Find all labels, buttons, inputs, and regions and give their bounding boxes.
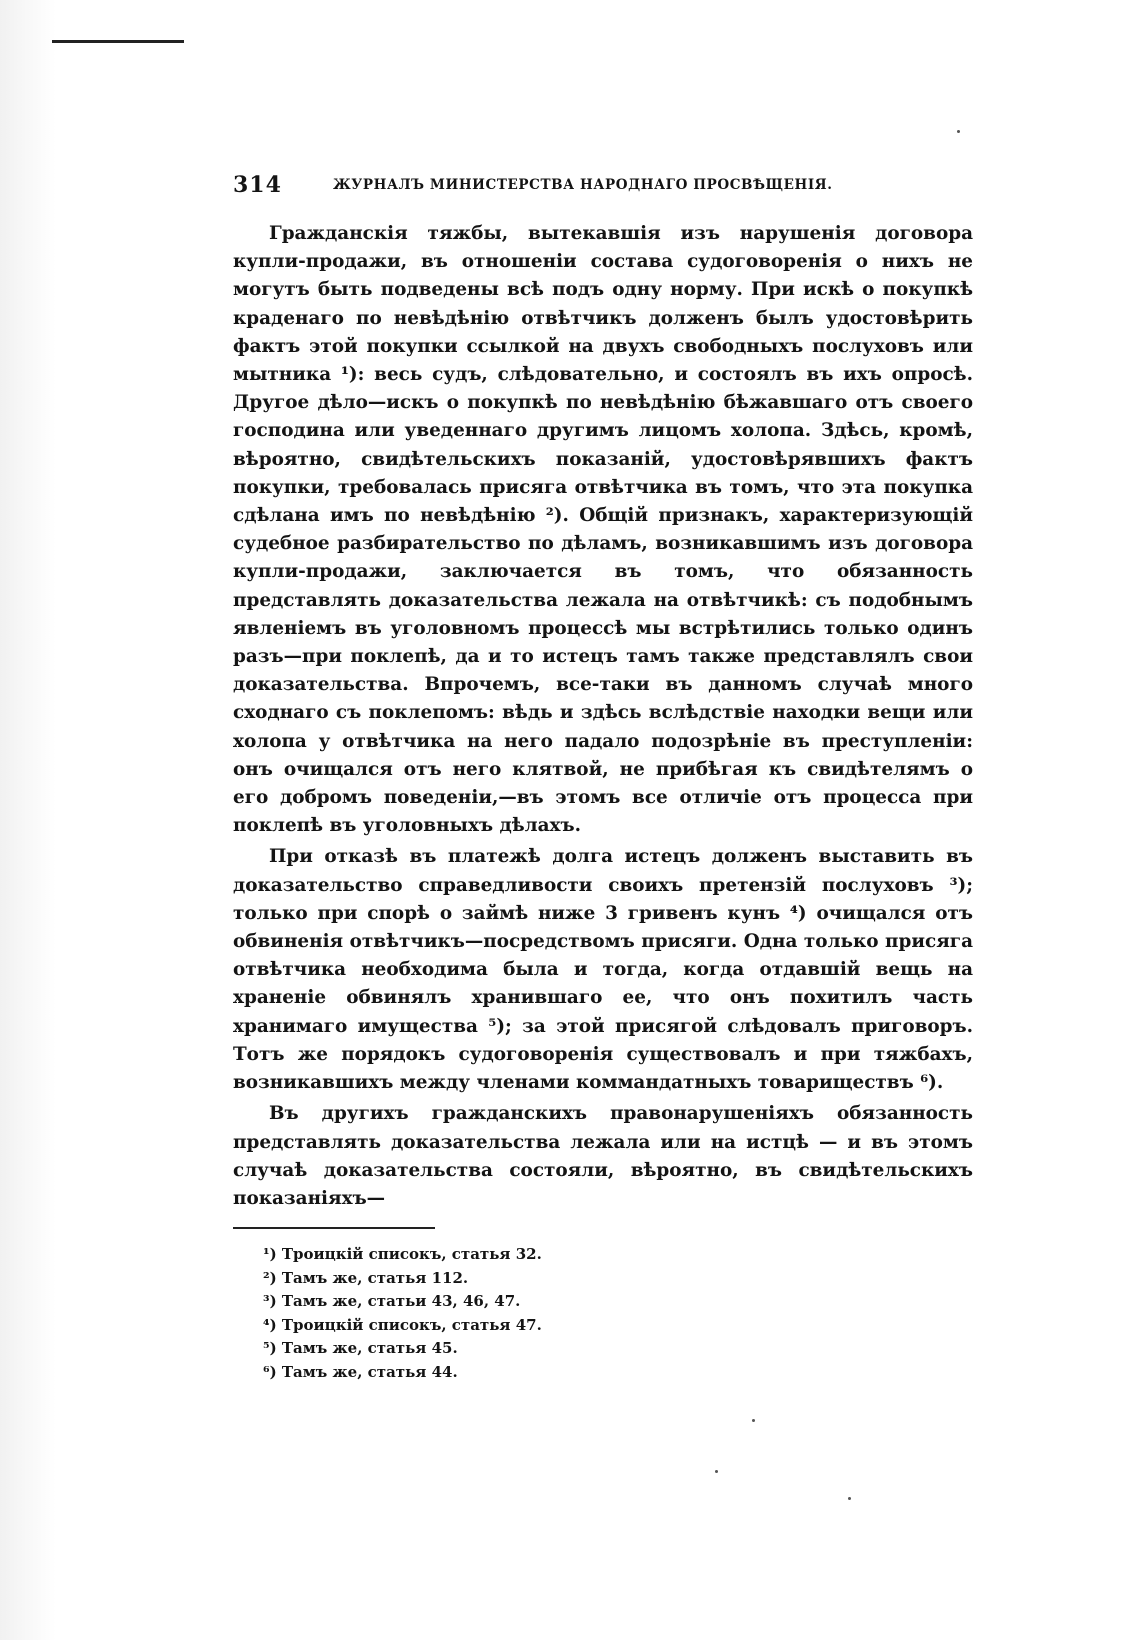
- top-scan-rule: [52, 40, 184, 43]
- scan-speck: [957, 130, 960, 133]
- running-title: ЖУРНАЛЪ МИНИСТЕРСТВА НАРОДНАГО ПРОСВѢЩЕНІЯ.: [333, 177, 833, 193]
- page-number: 314: [233, 172, 282, 198]
- page-header: [233, 172, 973, 206]
- scan-margin-shadow: [0, 0, 56, 1640]
- paragraph: Въ другихъ гражданскихъ правонарушеніяхъ обязанность представлять доказательства лежала или на истцѣ — и въ этомъ случаѣ доказательства состояли, вѣроятно, въ свидѣтельскихъ показаніяхъ—: [233, 1103, 973, 1209]
- scan-speck: [715, 1470, 718, 1473]
- footnote: ⁴) Троицкій списокъ, статья 47.: [263, 1315, 542, 1334]
- footnotes: [263, 1243, 973, 1385]
- body-text: [233, 220, 973, 1213]
- scan-speck: [848, 1497, 851, 1500]
- book-page: [233, 172, 973, 1385]
- footnote-separator: [233, 1227, 435, 1229]
- paragraph: Гражданскія тяжбы, вытекавшія изъ нарушенія договора купли-продажи, въ отношеніи состава судоговоренія о нихъ не могутъ быть подведены всѣ подъ одну норму. При искѣ о покупкѣ краденаго по невѣдѣнію отвѣтчикъ долженъ былъ удостовѣрить фактъ этой покупки ссылкой на двухъ свободныхъ послуховъ или мытника ¹): весь судъ, слѣдовательно, и состоялъ въ ихъ опросѣ. Другое дѣло—искъ о покупкѣ по невѣдѣнію бѣжавшаго отъ своего господина или уведеннаго другимъ лицомъ холопа. Здѣсь, кромѣ, вѣроятно, свидѣтельскихъ показаній, удостовѣрявшихъ фактъ покупки, требовалась присяга отвѣтчика въ томъ, что эта покупка сдѣлана имъ по невѣдѣнію ²). Общій признакъ, характеризующій судебное разбирательство по дѣламъ, возникавшимъ изъ договора купли-продажи, заключается въ томъ, что обязанность представлять доказательства лежала на отвѣтчикѣ: съ подобнымъ явленіемъ въ уголовномъ процессѣ мы встрѣтились только одинъ разъ—при поклепѣ, да и то истецъ тамъ также представлялъ свои доказательства. Впрочемъ, все-таки въ данномъ случаѣ много сходнаго съ поклепомъ: вѣдь и здѣсь вслѣдствіе находки вещи или холопа у отвѣтчика на него падало подозрѣніе въ преступленіи: онъ очищался отъ него клятвой, не прибѣгая къ свидѣтелямъ о его добромъ поведеніи,—въ этомъ все отличіе отъ процесса при поклепѣ въ уголовныхъ дѣлахъ.: [233, 223, 973, 837]
- footnote: ³) Тамъ же, статьи 43, 46, 47.: [263, 1292, 521, 1311]
- paragraph: При отказѣ въ платежѣ долга истецъ долженъ выставить въ доказательство справедливости своихъ претензій послуховъ ³); только при спорѣ о займѣ ниже 3 гривенъ кунъ ⁴) очищался отъ обвиненія отвѣтчикъ—посредствомъ присяги. Одна только присяга отвѣтчика необходима была и тогда, когда отдавшій вещь на храненіе обвинялъ хранившаго ее, что онъ похитилъ часть хранимаго имущества ⁵); за этой присягой слѣдовалъ приговоръ. Тотъ же порядокъ судоговоренія существовалъ и при тяжбахъ, возникавшихъ между членами коммандатныхъ товариществъ ⁶).: [233, 846, 973, 1094]
- footnote: ²) Тамъ же, статья 112.: [263, 1268, 469, 1287]
- footnote: ⁵) Тамъ же, статья 45.: [263, 1339, 458, 1358]
- footnote: ⁶) Тамъ же, статья 44.: [263, 1363, 458, 1382]
- footnote: ¹) Троицкій списокъ, статья 32.: [263, 1245, 542, 1264]
- scan-speck: [752, 1419, 755, 1422]
